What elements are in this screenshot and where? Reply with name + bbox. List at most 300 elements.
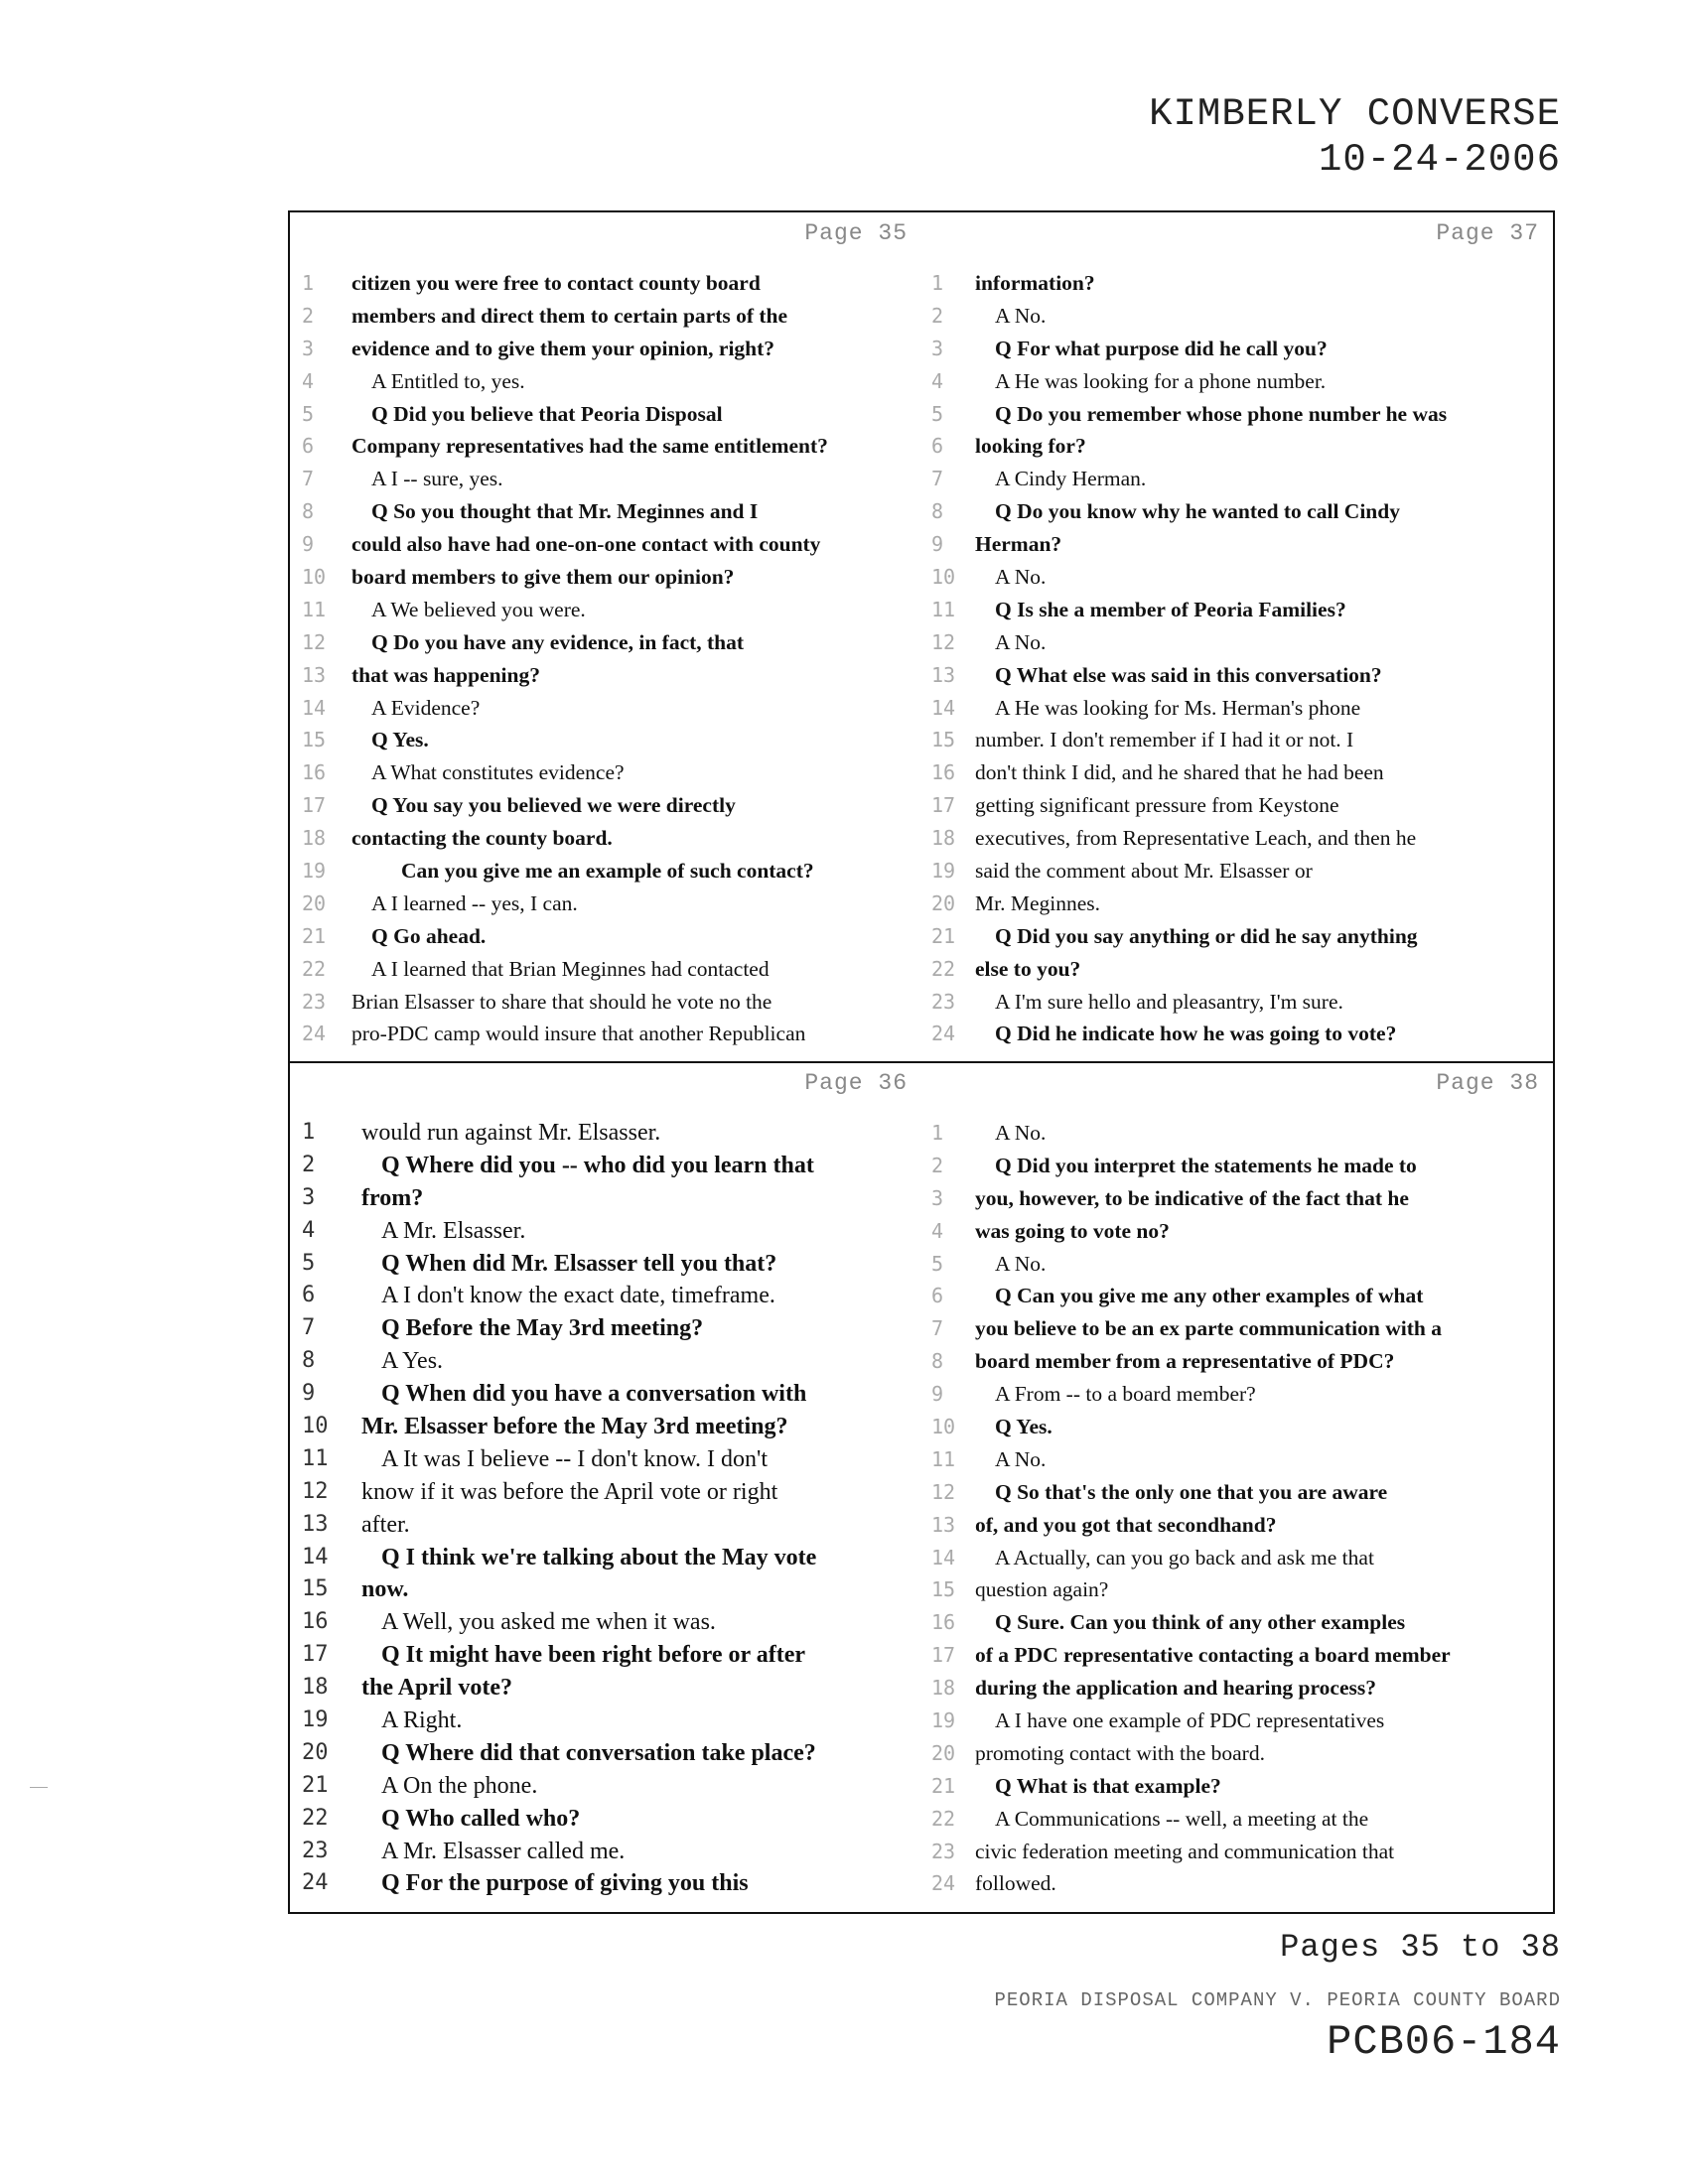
page-number: Page 38 [1436, 1070, 1539, 1096]
transcript-line [290, 1639, 921, 1672]
line-number: 13 [302, 662, 327, 687]
transcript-line [290, 1509, 921, 1542]
line-number: 12 [931, 1479, 956, 1504]
line-text: A Cindy Herman. [995, 467, 1147, 491]
transcript-line [921, 789, 1553, 822]
line-text: Q Who called who? [381, 1805, 581, 1832]
line-text: A Well, you asked me when it was. [381, 1609, 716, 1636]
line-text: A I have one example of PDC representatives [995, 1708, 1385, 1733]
transcript-line [290, 1737, 921, 1770]
line-number: 5 [302, 401, 315, 426]
line-number: 20 [931, 890, 956, 915]
line-number: 22 [302, 956, 327, 981]
line-text: Herman? [975, 532, 1062, 557]
transcript-line [921, 463, 1553, 495]
transcript-line [290, 528, 921, 561]
line-number: 14 [931, 695, 956, 720]
transcript-line [921, 495, 1553, 528]
transcript-line [290, 1018, 921, 1050]
line-number: 22 [302, 1805, 329, 1831]
transcript-line [921, 724, 1553, 756]
line-text: Q When did Mr. Elsasser tell you that? [381, 1250, 777, 1277]
transcript-line [921, 1248, 1553, 1281]
line-number: 5 [931, 401, 944, 426]
transcript-page [290, 212, 921, 1062]
line-text: you believe to be an ex parte communication with a [975, 1316, 1442, 1341]
line-number: 19 [302, 859, 327, 884]
line-number: 9 [302, 1381, 316, 1407]
transcript-line [290, 1378, 921, 1411]
line-number: 18 [931, 1676, 956, 1701]
line-text: after. [361, 1511, 410, 1538]
line-number: 24 [931, 1022, 956, 1046]
line-text: citizen you were free to contact county board [351, 271, 761, 295]
transcript-line [290, 887, 921, 920]
line-text: board members to give them our opinion? [351, 565, 735, 590]
line-text: you, however, to be indicative of the fact that he [975, 1185, 1409, 1210]
line-number: 7 [302, 1315, 316, 1341]
line-number: 18 [302, 1675, 329, 1701]
transcript-line [921, 1606, 1553, 1639]
transcript-line [921, 920, 1553, 953]
transcript-line [290, 267, 921, 300]
line-number: 15 [931, 728, 956, 752]
line-number: 23 [302, 989, 327, 1014]
transcript-line [290, 398, 921, 431]
line-text: now. [361, 1576, 409, 1603]
line-list [290, 267, 921, 1050]
transcript-line [921, 822, 1553, 855]
transcript-line [290, 756, 921, 789]
line-text: A Communications -- well, a meeting at the [995, 1806, 1369, 1831]
line-number: 2 [931, 303, 944, 328]
line-text: A Right. [381, 1707, 463, 1734]
transcript-line [921, 1345, 1553, 1378]
line-number: 4 [931, 368, 944, 393]
line-text: Company representatives had the same entitlement? [351, 434, 828, 459]
transcript-line [290, 365, 921, 398]
line-text: A From -- to a board member? [995, 1382, 1256, 1407]
transcript-line [290, 1867, 921, 1900]
line-number: 23 [931, 1839, 956, 1863]
line-number: 2 [302, 303, 315, 328]
line-text: A No. [995, 565, 1047, 590]
line-text: Q Do you have any evidence, in fact, that [371, 629, 745, 654]
line-number: 7 [931, 1316, 944, 1341]
transcript-line [921, 1018, 1553, 1050]
line-number: 17 [931, 793, 956, 818]
transcript-line [921, 333, 1553, 365]
line-number: 10 [931, 1415, 956, 1439]
line-text: followed. [975, 1871, 1056, 1896]
line-number: 20 [931, 1740, 956, 1765]
line-number: 21 [302, 923, 327, 948]
line-number: 24 [931, 1871, 956, 1896]
transcript-line [290, 1117, 921, 1150]
transcript-line [921, 430, 1553, 463]
line-text: Q Did you believe that Peoria Disposal [371, 401, 723, 426]
transcript-line [290, 1182, 921, 1215]
line-number: 6 [302, 434, 315, 459]
line-text: Mr. Elsasser before the May 3rd meeting? [361, 1414, 788, 1440]
line-number: 22 [931, 956, 956, 981]
transcript-line [921, 1215, 1553, 1248]
transcript-line [921, 1411, 1553, 1443]
line-number: 21 [302, 1772, 329, 1798]
line-number: 6 [302, 1283, 316, 1308]
line-number: 17 [302, 793, 327, 818]
line-number: 15 [302, 1576, 329, 1602]
line-number: 18 [302, 826, 327, 851]
transcript-line [921, 365, 1553, 398]
transcript-page [290, 1062, 921, 1912]
transcript-line [290, 1312, 921, 1345]
line-text: of, and you got that secondhand? [975, 1512, 1277, 1537]
line-number: 3 [931, 336, 944, 360]
line-text: know if it was before the April vote or right [361, 1478, 778, 1505]
line-text: Q So that's the only one that you are aware [995, 1479, 1388, 1504]
transcript-line [921, 1476, 1553, 1509]
transcript-line [921, 561, 1553, 594]
line-number: 21 [931, 1773, 956, 1798]
transcript-line [921, 1542, 1553, 1574]
line-number: 8 [302, 1348, 316, 1374]
line-text: Q So you thought that Mr. Meginnes and I [371, 499, 759, 524]
transcript-line [290, 333, 921, 365]
line-number: 19 [931, 1708, 956, 1733]
line-number: 10 [302, 565, 327, 590]
line-number: 8 [931, 1349, 944, 1374]
line-text: contacting the county board. [351, 826, 613, 851]
line-number: 11 [931, 597, 956, 621]
transcript-line [290, 855, 921, 887]
line-text: A He was looking for Ms. Herman's phone [995, 695, 1361, 720]
line-number: 19 [931, 859, 956, 884]
transcript-line [921, 986, 1553, 1019]
line-text: getting significant pressure from Keystone [975, 793, 1339, 818]
line-number: 20 [302, 890, 327, 915]
transcript-page [921, 1062, 1553, 1912]
line-text: A No. [995, 1121, 1047, 1145]
line-text: Q Go ahead. [371, 923, 487, 948]
line-text: civic federation meeting and communication that [975, 1839, 1395, 1863]
transcript-line [290, 1836, 921, 1868]
line-text: Can you give me an example of such contact? [401, 859, 814, 884]
line-number: 23 [931, 989, 956, 1014]
line-text: Q Before the May 3rd meeting? [381, 1315, 704, 1342]
line-number: 3 [302, 336, 315, 360]
line-number: 5 [931, 1251, 944, 1276]
transcript-grid [288, 210, 1555, 1914]
transcript-line [921, 1836, 1553, 1868]
line-number: 5 [302, 1250, 316, 1276]
line-text: A We believed you were. [371, 597, 586, 621]
line-number: 12 [302, 1478, 329, 1504]
transcript-line [290, 920, 921, 953]
docket-number: PCB06-184 [1327, 2018, 1561, 2066]
transcript-line [921, 626, 1553, 659]
transcript-line [290, 1573, 921, 1606]
line-number: 1 [931, 271, 944, 295]
line-number: 13 [302, 1511, 329, 1537]
line-number: 4 [302, 1217, 316, 1243]
transcript-line [290, 594, 921, 626]
transcript-line [290, 561, 921, 594]
line-text: board member from a representative of PDC? [975, 1349, 1395, 1374]
line-text: A I -- sure, yes. [371, 467, 503, 491]
line-text: A I learned that Brian Meginnes had contacted [371, 956, 770, 981]
page-number: Page 37 [1436, 220, 1539, 246]
line-text: Q Is she a member of Peoria Families? [995, 597, 1346, 621]
line-text: Q What is that example? [995, 1773, 1221, 1798]
transcript-line [290, 1542, 921, 1574]
transcript-line [921, 300, 1553, 333]
transcript-line [921, 1737, 1553, 1770]
transcript-line [290, 1803, 921, 1836]
transcript-line [290, 724, 921, 756]
line-text: Q Can you give me any other examples of what [995, 1284, 1424, 1308]
line-number: 2 [302, 1152, 316, 1177]
transcript-line [921, 1573, 1553, 1606]
line-text: A Mr. Elsasser. [381, 1217, 526, 1244]
line-number: 17 [302, 1642, 329, 1668]
line-number: 17 [931, 1643, 956, 1668]
transcript-line [921, 1378, 1553, 1411]
line-text: Q You say you believed we were directly [371, 793, 736, 818]
transcript-line [921, 1280, 1553, 1312]
line-text: else to you? [975, 956, 1081, 981]
line-number: 7 [302, 467, 315, 491]
pages-range: Pages 35 to 38 [1280, 1929, 1561, 1966]
transcript-line [290, 659, 921, 692]
line-text: executives, from Representative Leach, and then he [975, 826, 1417, 851]
line-text: Q Did you interpret the statements he made to [995, 1153, 1417, 1177]
transcript-line [290, 1215, 921, 1248]
transcript-line [290, 1606, 921, 1639]
transcript-line [290, 789, 921, 822]
line-text: that was happening? [351, 662, 540, 687]
line-text: would run against Mr. Elsasser. [361, 1120, 661, 1146]
line-text: Q For what purpose did he call you? [995, 336, 1328, 360]
line-number: 14 [302, 695, 327, 720]
case-caption: PEORIA DISPOSAL COMPANY V. PEORIA COUNTY BOARD [994, 1989, 1561, 2011]
line-text: could also have had one-on-one contact with county [351, 532, 821, 557]
line-text: don't think I did, and he shared that he had been [975, 760, 1384, 785]
line-number: 8 [931, 499, 944, 524]
transcript-line [921, 1150, 1553, 1182]
line-text: A No. [995, 1446, 1047, 1471]
line-text: information? [975, 271, 1095, 295]
line-text: said the comment about Mr. Elsasser or [975, 859, 1313, 884]
transcript-line [290, 1411, 921, 1443]
line-text: A Mr. Elsasser called me. [381, 1838, 626, 1864]
line-number: 16 [302, 760, 327, 785]
line-text: from? [361, 1184, 424, 1211]
line-number: 12 [931, 629, 956, 654]
line-text: Q Did he indicate how he was going to vote? [995, 1022, 1397, 1046]
transcript-line [921, 953, 1553, 986]
line-text: A I learned -- yes, I can. [371, 890, 578, 915]
transcript-line [921, 1705, 1553, 1737]
transcript-line [921, 887, 1553, 920]
line-text: evidence and to give them your opinion, right? [351, 336, 775, 360]
transcript-line [921, 1312, 1553, 1345]
transcript-line [290, 953, 921, 986]
transcript-page [921, 212, 1553, 1062]
line-number: 9 [302, 532, 315, 557]
line-text: A Actually, can you go back and ask me that [995, 1545, 1374, 1570]
line-text: A Evidence? [371, 695, 481, 720]
transcript-line [290, 300, 921, 333]
line-number: 9 [931, 1382, 944, 1407]
line-number: 1 [931, 1121, 944, 1145]
line-text: A No. [995, 303, 1047, 328]
deposition-date: 10-24-2006 [1318, 138, 1561, 182]
line-number: 18 [931, 826, 956, 851]
line-number: 1 [302, 1120, 316, 1145]
transcript-line [290, 1476, 921, 1509]
line-text: Q Did you say anything or did he say anything [995, 923, 1418, 948]
line-number: 13 [931, 1512, 956, 1537]
line-number: 3 [931, 1185, 944, 1210]
line-text: A What constitutes evidence? [371, 760, 625, 785]
line-text: Q For the purpose of giving you this [381, 1870, 749, 1897]
transcript-line [290, 1443, 921, 1476]
line-number: 8 [302, 499, 315, 524]
transcript-line [921, 528, 1553, 561]
page-number: Page 35 [804, 220, 908, 246]
transcript-line [921, 1509, 1553, 1542]
transcript-line [290, 1705, 921, 1737]
line-text: pro-PDC camp would insure that another Republican [351, 1022, 806, 1046]
transcript-line [290, 1280, 921, 1312]
line-text: Q I think we're talking about the May vote [381, 1544, 817, 1570]
line-text: looking for? [975, 434, 1086, 459]
line-number: 24 [302, 1022, 327, 1046]
line-number: 16 [931, 1610, 956, 1635]
transcript-line [290, 1150, 921, 1182]
transcript-line [290, 1672, 921, 1705]
transcript-line [290, 1770, 921, 1803]
transcript-line [290, 692, 921, 725]
line-text: was going to vote no? [975, 1218, 1170, 1243]
line-number: 11 [302, 1445, 329, 1471]
line-text: Q Where did that conversation take place? [381, 1739, 816, 1766]
transcript-line [921, 267, 1553, 300]
transcript-line [921, 1182, 1553, 1215]
transcript-line [290, 986, 921, 1019]
line-text: A He was looking for a phone number. [995, 368, 1327, 393]
line-text: Q It might have been right before or after [381, 1642, 806, 1669]
line-list [290, 1117, 921, 1900]
transcript-line [921, 1803, 1553, 1836]
line-text: during the application and hearing process? [975, 1676, 1376, 1701]
witness-name: KIMBERLY CONVERSE [1149, 92, 1561, 136]
transcript-line [921, 398, 1553, 431]
line-text: A Yes. [381, 1348, 444, 1375]
line-number: 13 [931, 662, 956, 687]
line-list [921, 267, 1553, 1050]
line-number: 16 [931, 760, 956, 785]
transcript-line [921, 1672, 1553, 1705]
line-number: 10 [302, 1414, 329, 1439]
line-text: A No. [995, 1251, 1047, 1276]
transcript-line [921, 692, 1553, 725]
page-number: Page 36 [804, 1070, 908, 1096]
line-text: A It was I believe -- I don't know. I don't [381, 1445, 769, 1472]
transcript-line [921, 1443, 1553, 1476]
transcript-line [921, 756, 1553, 789]
transcript-line [921, 1639, 1553, 1672]
line-text: the April vote? [361, 1675, 512, 1702]
line-text: Q Do you remember whose phone number he was [995, 401, 1448, 426]
transcript-line [290, 626, 921, 659]
line-text: promoting contact with the board. [975, 1740, 1265, 1765]
transcript-line [290, 1345, 921, 1378]
transcript-line [921, 594, 1553, 626]
line-text: A On the phone. [381, 1772, 538, 1799]
line-text: of a PDC representative contacting a board member [975, 1643, 1451, 1668]
line-number: 11 [302, 597, 327, 621]
line-text: question again? [975, 1577, 1109, 1602]
line-number: 23 [302, 1838, 329, 1863]
line-number: 7 [931, 467, 944, 491]
line-text: Brian Elsasser to share that should he vote no the [351, 989, 772, 1014]
line-text: A I don't know the exact date, timeframe. [381, 1283, 775, 1309]
transcript-line [921, 1117, 1553, 1150]
line-number: 3 [302, 1184, 316, 1210]
line-number: 14 [931, 1545, 956, 1570]
line-number: 14 [302, 1544, 329, 1570]
transcript-line [921, 1867, 1553, 1900]
line-number: 24 [302, 1870, 329, 1896]
line-text: Q When did you have a conversation with [381, 1381, 807, 1408]
line-text: Q What else was said in this conversation? [995, 662, 1382, 687]
line-text: number. I don't remember if I had it or not. I [975, 728, 1354, 752]
line-number: 6 [931, 1284, 944, 1308]
transcript-line [290, 822, 921, 855]
line-text: A Entitled to, yes. [371, 368, 525, 393]
line-number: 11 [931, 1446, 956, 1471]
line-number: 9 [931, 532, 944, 557]
line-list [921, 1117, 1553, 1900]
line-number: 19 [302, 1707, 329, 1733]
line-number: 6 [931, 434, 944, 459]
line-text: members and direct them to certain parts of the [351, 303, 788, 328]
transcript-line [290, 463, 921, 495]
line-text: A I'm sure hello and pleasantry, I'm sure. [995, 989, 1343, 1014]
line-text: A No. [995, 629, 1047, 654]
transcript-line [290, 1248, 921, 1281]
line-number: 15 [931, 1577, 956, 1602]
line-text: Q Do you know why he wanted to call Cindy [995, 499, 1400, 524]
line-text: Q Yes. [995, 1415, 1052, 1439]
line-number: 22 [931, 1806, 956, 1831]
line-number: 12 [302, 629, 327, 654]
line-number: 21 [931, 923, 956, 948]
transcript-line [290, 495, 921, 528]
line-number: 4 [302, 368, 315, 393]
transcript-line [921, 659, 1553, 692]
line-text: Q Where did you -- who did you learn that [381, 1152, 814, 1178]
line-text: Mr. Meginnes. [975, 890, 1101, 915]
line-number: 10 [931, 565, 956, 590]
line-number: 2 [931, 1153, 944, 1177]
line-number: 15 [302, 728, 327, 752]
transcript-line [921, 855, 1553, 887]
line-number: 16 [302, 1609, 329, 1635]
transcript-line [290, 430, 921, 463]
